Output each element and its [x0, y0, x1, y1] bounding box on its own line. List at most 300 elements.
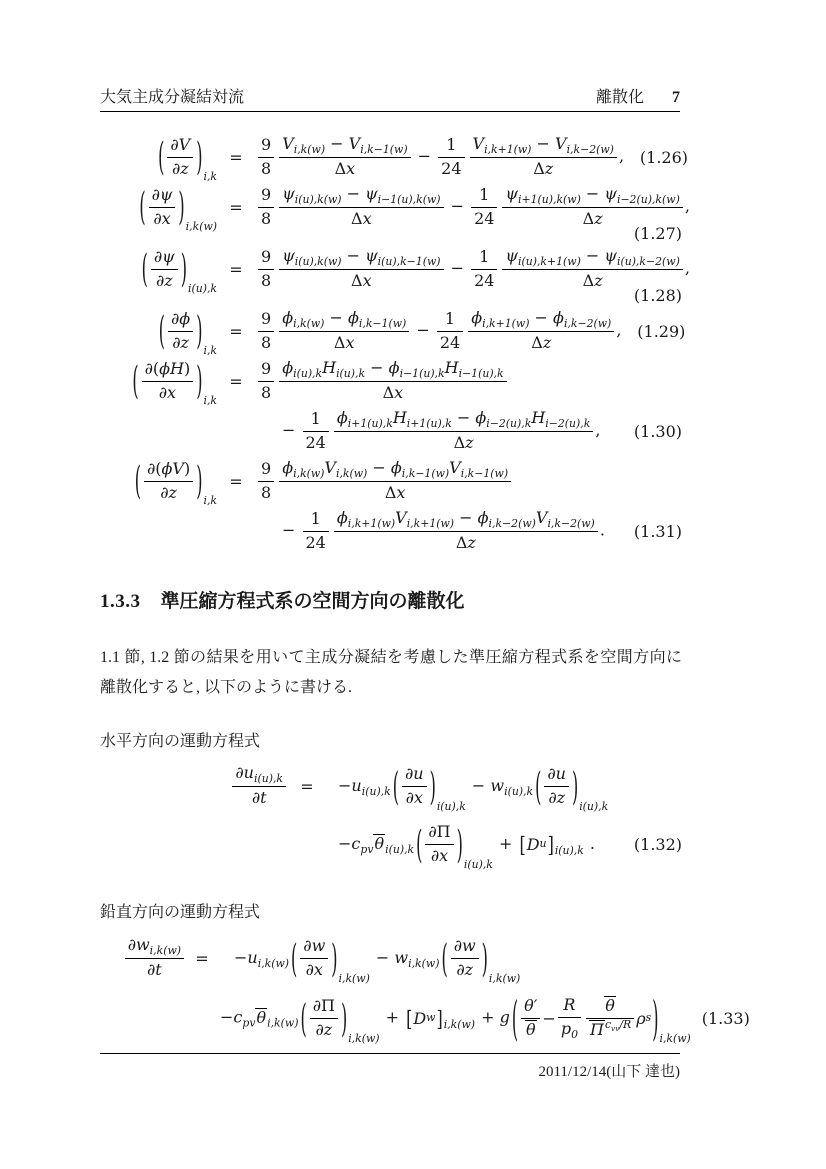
math-variable: ∂w	[453, 935, 476, 955]
subscript	[378, 193, 441, 206]
math-text: −	[411, 320, 435, 340]
math-text: Δ	[453, 433, 466, 453]
math-text: −	[365, 358, 389, 378]
math-text: ,	[616, 320, 622, 340]
math-variable: ϕ	[282, 308, 294, 328]
math-text: 1	[310, 508, 321, 528]
math-variable: ρ	[636, 1008, 646, 1028]
math-variable: w	[394, 947, 409, 967]
math-variable: ∂t	[251, 788, 267, 808]
group-subscript	[659, 1034, 690, 1045]
paren-group	[440, 935, 521, 985]
math-variable: x	[362, 209, 372, 229]
math-text: ,	[684, 258, 690, 278]
content-column	[100, 118, 750, 1048]
math-text: 1	[444, 308, 456, 328]
fraction	[151, 246, 178, 293]
group-subscript	[443, 1017, 476, 1031]
math-variable: i(u),k	[361, 784, 391, 798]
subscript	[407, 517, 454, 530]
group-subscript	[203, 396, 217, 407]
math-variable: V	[324, 458, 336, 478]
subscript	[348, 417, 393, 430]
denominator	[258, 381, 274, 405]
fraction	[279, 357, 506, 405]
subscript	[459, 367, 504, 380]
bracket-group	[518, 831, 584, 857]
subscript	[564, 317, 611, 330]
math-variable: H	[444, 358, 459, 378]
math-variable: ∂z	[160, 482, 177, 502]
math-text: −	[445, 196, 470, 216]
overline	[589, 1020, 605, 1039]
equation-number: (1.30)	[633, 421, 682, 441]
group-subscript	[579, 799, 609, 813]
denominator	[300, 958, 328, 982]
bracket-group	[405, 1005, 476, 1031]
overline	[255, 1008, 267, 1027]
group-body	[542, 763, 571, 810]
equation-lhs	[137, 183, 218, 234]
math-variable: ∂z	[155, 270, 173, 290]
denominator	[149, 207, 176, 231]
numerator	[258, 308, 274, 331]
group-subscript	[338, 971, 370, 985]
math-text: 24	[474, 270, 495, 290]
fraction	[300, 935, 328, 982]
equation-relation: =	[229, 259, 243, 279]
math-variable: ψ	[505, 246, 518, 266]
open-delimiter: (	[441, 935, 448, 981]
numerator	[502, 245, 682, 269]
math-variable: i,k	[203, 394, 217, 408]
equation-row	[100, 757, 682, 815]
math-text: 8	[261, 382, 272, 402]
equation-lhs	[230, 762, 288, 810]
equation-rhs	[254, 407, 618, 455]
paren-group	[158, 307, 217, 358]
math-text: ,	[684, 196, 690, 216]
close-delimiter: )	[652, 990, 659, 1046]
denominator	[334, 431, 593, 455]
math-text: −	[454, 508, 478, 528]
math-variable: i,k(w)	[257, 956, 290, 970]
equation-number: (1.28)	[633, 285, 682, 305]
math-variable: i−2(u),k(w)	[616, 193, 680, 207]
paren-group	[511, 990, 691, 1046]
subscript	[295, 193, 342, 206]
math-variable: H	[392, 408, 407, 428]
group-body	[519, 994, 651, 1042]
math-variable: x	[346, 159, 356, 179]
math-variable: θ	[605, 995, 615, 1015]
denominator	[471, 207, 497, 231]
denominator	[151, 269, 178, 293]
math-text: Δ	[333, 333, 346, 353]
math-variable: ∂z	[456, 959, 474, 979]
fraction	[334, 507, 598, 555]
math-text: 8	[261, 482, 272, 502]
math-variable: ϕ	[388, 358, 400, 378]
math-variable: ∂z	[171, 158, 189, 178]
math-variable: ∂	[144, 358, 153, 378]
math-text: −	[282, 420, 301, 440]
close-delimiter: )	[196, 133, 203, 180]
math-text: 1	[310, 408, 321, 428]
math-variable: ∂	[146, 458, 156, 478]
math-text: 9	[261, 134, 272, 154]
math-variable: i−1(u),k	[399, 367, 445, 381]
denominator	[279, 207, 443, 231]
numerator	[279, 357, 506, 381]
equation-rhs	[254, 457, 618, 505]
open-delimiter: (	[132, 357, 139, 404]
math-text: 1	[446, 134, 457, 154]
section-heading	[100, 586, 682, 613]
equation-row	[100, 928, 682, 988]
math-variable: s	[645, 1010, 652, 1024]
math-text: +	[476, 1007, 500, 1027]
math-variable: ∂w	[303, 935, 326, 955]
numerator	[168, 308, 193, 331]
math-variable: i+1(u),k	[406, 417, 452, 431]
math-variable: z	[467, 533, 476, 553]
math-variable: p	[560, 1019, 572, 1039]
math-variable: i−2(u),k	[545, 417, 591, 431]
equation-rhs	[254, 507, 618, 555]
subscript	[426, 1010, 436, 1024]
math-text: 1	[479, 246, 490, 266]
denominator	[468, 331, 614, 355]
equation-rhs	[326, 763, 618, 813]
numerator	[437, 308, 463, 331]
paren-group	[534, 763, 609, 813]
math-variable: θ	[256, 1007, 267, 1027]
fraction	[149, 184, 176, 231]
math-variable: i,k+1(w)	[347, 517, 396, 531]
numerator	[258, 246, 274, 269]
numerator	[558, 994, 581, 1017]
math-variable: pv	[242, 1016, 256, 1030]
math-text: .	[584, 833, 595, 853]
equation-row	[100, 132, 689, 184]
math-text: −	[325, 134, 349, 154]
math-variable: V	[555, 134, 567, 154]
close-delimiter: )	[571, 763, 579, 809]
close-delimiter: )	[178, 183, 185, 230]
fraction	[258, 458, 274, 505]
group-body	[449, 935, 481, 982]
math-variable: ϕ	[390, 458, 402, 478]
paren-group	[134, 457, 217, 508]
math-text: 8	[261, 270, 272, 290]
math-text: Δ	[582, 209, 595, 229]
subscript	[267, 1017, 298, 1030]
numerator	[334, 507, 598, 531]
math-text: Δ	[351, 209, 363, 229]
math-variable: c	[351, 833, 361, 853]
math-text: −	[220, 1007, 234, 1027]
denominator	[125, 958, 184, 982]
math-text: 24	[441, 158, 462, 178]
math-text: −	[341, 184, 366, 204]
math-variable: u	[247, 947, 258, 967]
equation-number: (1.31)	[633, 521, 682, 541]
header-right-group	[596, 84, 680, 107]
math-text: −	[529, 308, 554, 328]
group-body	[147, 184, 178, 231]
math-variable: V	[282, 134, 294, 154]
math-variable: i(u),k	[436, 799, 466, 813]
math-variable: z	[544, 159, 554, 179]
subscript	[362, 785, 391, 798]
subscript	[254, 772, 283, 785]
page-header	[100, 84, 680, 112]
math-variable: x	[345, 333, 355, 353]
fraction	[258, 246, 274, 293]
numerator	[586, 995, 634, 1018]
math-text: −	[338, 833, 352, 853]
close-delimiter: ]	[436, 1005, 443, 1031]
denominator	[451, 958, 479, 982]
math-variable: i(u),k	[336, 367, 366, 381]
subscript	[571, 1028, 578, 1041]
math-variable: D	[413, 1008, 427, 1028]
math-variable: ϕ	[282, 458, 294, 478]
equation-relation: =	[229, 371, 243, 391]
numerator	[334, 407, 593, 431]
equation-rhs	[218, 990, 692, 1046]
math-variable: u	[351, 775, 362, 795]
math-variable: z	[594, 209, 603, 229]
numerator	[468, 307, 614, 331]
denominator	[279, 157, 410, 181]
denominator	[303, 531, 329, 555]
math-variable: ϕ	[348, 308, 359, 328]
paren-group	[131, 357, 217, 408]
math-variable: ϕV	[161, 458, 184, 478]
group-body	[527, 835, 547, 854]
overline	[373, 834, 385, 853]
numerator	[471, 184, 497, 207]
equation-relation: =	[195, 948, 209, 968]
math-variable: i(u),k(w)	[294, 255, 342, 269]
fraction	[468, 307, 614, 355]
math-variable: H	[322, 358, 337, 378]
equation-rhs	[254, 307, 621, 355]
fraction	[142, 358, 194, 405]
subscript	[258, 957, 289, 970]
equation-row	[100, 456, 682, 506]
fraction	[258, 308, 274, 355]
math-variable: ϕ	[282, 358, 294, 378]
equation-rhs	[254, 133, 624, 181]
numerator	[258, 358, 274, 381]
denominator	[471, 269, 497, 293]
math-variable: i+1(u),k(w)	[518, 193, 581, 207]
math-variable: ϕ	[477, 508, 489, 528]
fraction	[279, 183, 443, 231]
math-variable: ψ	[604, 246, 617, 266]
math-text: Δ	[531, 333, 543, 353]
math-variable: g	[499, 1007, 510, 1027]
math-text: )	[183, 458, 191, 478]
equation-rhs	[326, 821, 618, 871]
math-variable: ψ	[365, 246, 378, 266]
math-variable: ∂w	[127, 935, 150, 955]
numerator	[279, 183, 443, 207]
equation-row	[100, 506, 682, 556]
math-text: −	[531, 134, 556, 154]
group-body	[298, 935, 330, 982]
superscript	[604, 1018, 632, 1034]
subscript	[336, 467, 367, 480]
math-variable: ∂z	[548, 787, 566, 807]
numerator	[279, 307, 409, 331]
math-variable: ϕH	[159, 358, 184, 378]
math-variable: ∂u	[235, 763, 254, 783]
math-text: 9	[261, 308, 272, 328]
math-text: 8	[261, 208, 272, 228]
open-delimiter: (	[535, 763, 542, 809]
math-text: −	[580, 184, 605, 204]
numerator	[438, 134, 464, 157]
math-text: 24	[305, 532, 326, 552]
denominator	[303, 431, 329, 455]
fraction	[125, 934, 184, 982]
fraction	[558, 994, 581, 1042]
denominator	[258, 269, 274, 293]
open-delimiter: [	[406, 1005, 413, 1031]
label-horizontal-momentum: 水平方向の運動方程式	[100, 733, 261, 751]
math-variable: i,k(w)	[293, 317, 325, 331]
subscript	[293, 367, 322, 380]
group-subscript	[188, 284, 217, 295]
math-text: −	[341, 246, 366, 266]
group-subscript	[203, 172, 217, 183]
math-text: −	[282, 520, 301, 540]
math-text: ,	[618, 146, 625, 166]
math-variable: ∂u	[547, 763, 566, 783]
math-variable: i,k(w)	[348, 1031, 380, 1045]
math-variable: ϕ	[471, 308, 483, 328]
math-variable: i(u),k	[253, 772, 283, 786]
math-text: )	[183, 358, 191, 378]
math-variable: i,k(w)	[488, 971, 521, 985]
math-variable: w	[426, 1010, 436, 1024]
math-variable: i,k(w)	[338, 971, 370, 985]
math-variable: i(u),k+1(w)	[518, 255, 581, 269]
math-variable: ∂u	[404, 763, 424, 783]
subscript	[402, 467, 449, 480]
math-variable: i(u),k	[579, 799, 609, 813]
math-variable: ∂ϕ	[171, 308, 191, 328]
math-text: 24	[439, 332, 461, 352]
paren-group	[392, 763, 466, 813]
denominator	[310, 1018, 338, 1042]
subscript	[504, 785, 533, 798]
fraction	[279, 457, 511, 505]
numerator	[470, 133, 617, 157]
subscript	[400, 367, 445, 380]
paren-group	[138, 183, 217, 234]
subscript	[336, 367, 365, 380]
numerator	[167, 134, 193, 157]
math-variable: /R	[619, 1018, 632, 1032]
paren-group	[157, 133, 217, 184]
math-text: −	[338, 775, 352, 795]
denominator	[232, 786, 286, 810]
equation-lhs	[157, 307, 218, 358]
math-variable: i,k−2(w)	[547, 517, 595, 531]
equation-relation: =	[229, 321, 243, 341]
close-delimiter: ]	[547, 831, 554, 857]
math-variable: ∂x	[405, 787, 423, 807]
numerator	[544, 763, 569, 786]
fraction	[168, 308, 193, 355]
fraction	[258, 134, 274, 181]
group-subscript	[186, 222, 217, 233]
equation-number: (1.26)	[639, 147, 689, 167]
math-text: −	[466, 775, 491, 795]
denominator	[258, 157, 274, 181]
group-body	[413, 1009, 435, 1028]
math-variable: ϕ	[475, 408, 487, 428]
math-text: −	[367, 458, 391, 478]
math-variable: i,k(w)	[293, 467, 325, 481]
subscript	[360, 843, 373, 856]
equation-row	[100, 815, 682, 873]
math-variable: ψ	[282, 184, 295, 204]
denominator	[334, 531, 598, 555]
numerator	[279, 245, 443, 269]
group-subscript	[488, 971, 521, 985]
group-body	[165, 134, 195, 181]
equation-relation: =	[229, 197, 243, 217]
group-subscript	[203, 496, 217, 507]
numerator	[279, 457, 511, 481]
fraction	[521, 995, 540, 1042]
fraction	[471, 246, 497, 293]
math-variable: i−1(u),k(w)	[377, 193, 441, 207]
math-text: −	[580, 246, 605, 266]
group-body	[142, 458, 195, 505]
math-text: Δ	[533, 159, 545, 179]
body-paragraph: 1.1 節, 1.2 節の結果を用いて主成分凝結を考慮した準圧縮方程式系を空間方向に離散化すると, 以下のように書ける.	[100, 649, 682, 696]
equation-relation: =	[229, 471, 243, 491]
equation-number: (1.33)	[701, 1008, 750, 1028]
group-subscript	[436, 799, 466, 813]
equation-number: (1.32)	[633, 834, 682, 854]
math-variable: ∂z	[315, 1019, 333, 1039]
numerator	[125, 934, 184, 958]
equation-relation: =	[300, 776, 314, 796]
footer-date-author: 2011/12/14(山下 達也)	[538, 1064, 680, 1080]
group-body	[166, 308, 195, 355]
math-text: −	[445, 258, 470, 278]
subscript	[385, 843, 414, 856]
math-variable: i,k−1(w)	[401, 467, 450, 481]
denominator	[258, 481, 274, 505]
subscript	[461, 467, 508, 480]
math-text: −	[324, 308, 348, 328]
open-delimiter: (	[416, 821, 423, 867]
math-variable: i(u),k	[463, 857, 493, 871]
math-variable: i(u),k	[293, 367, 323, 381]
math-variable: i(u),k	[385, 842, 415, 856]
math-text: Δ	[384, 483, 397, 503]
denominator	[470, 157, 617, 181]
